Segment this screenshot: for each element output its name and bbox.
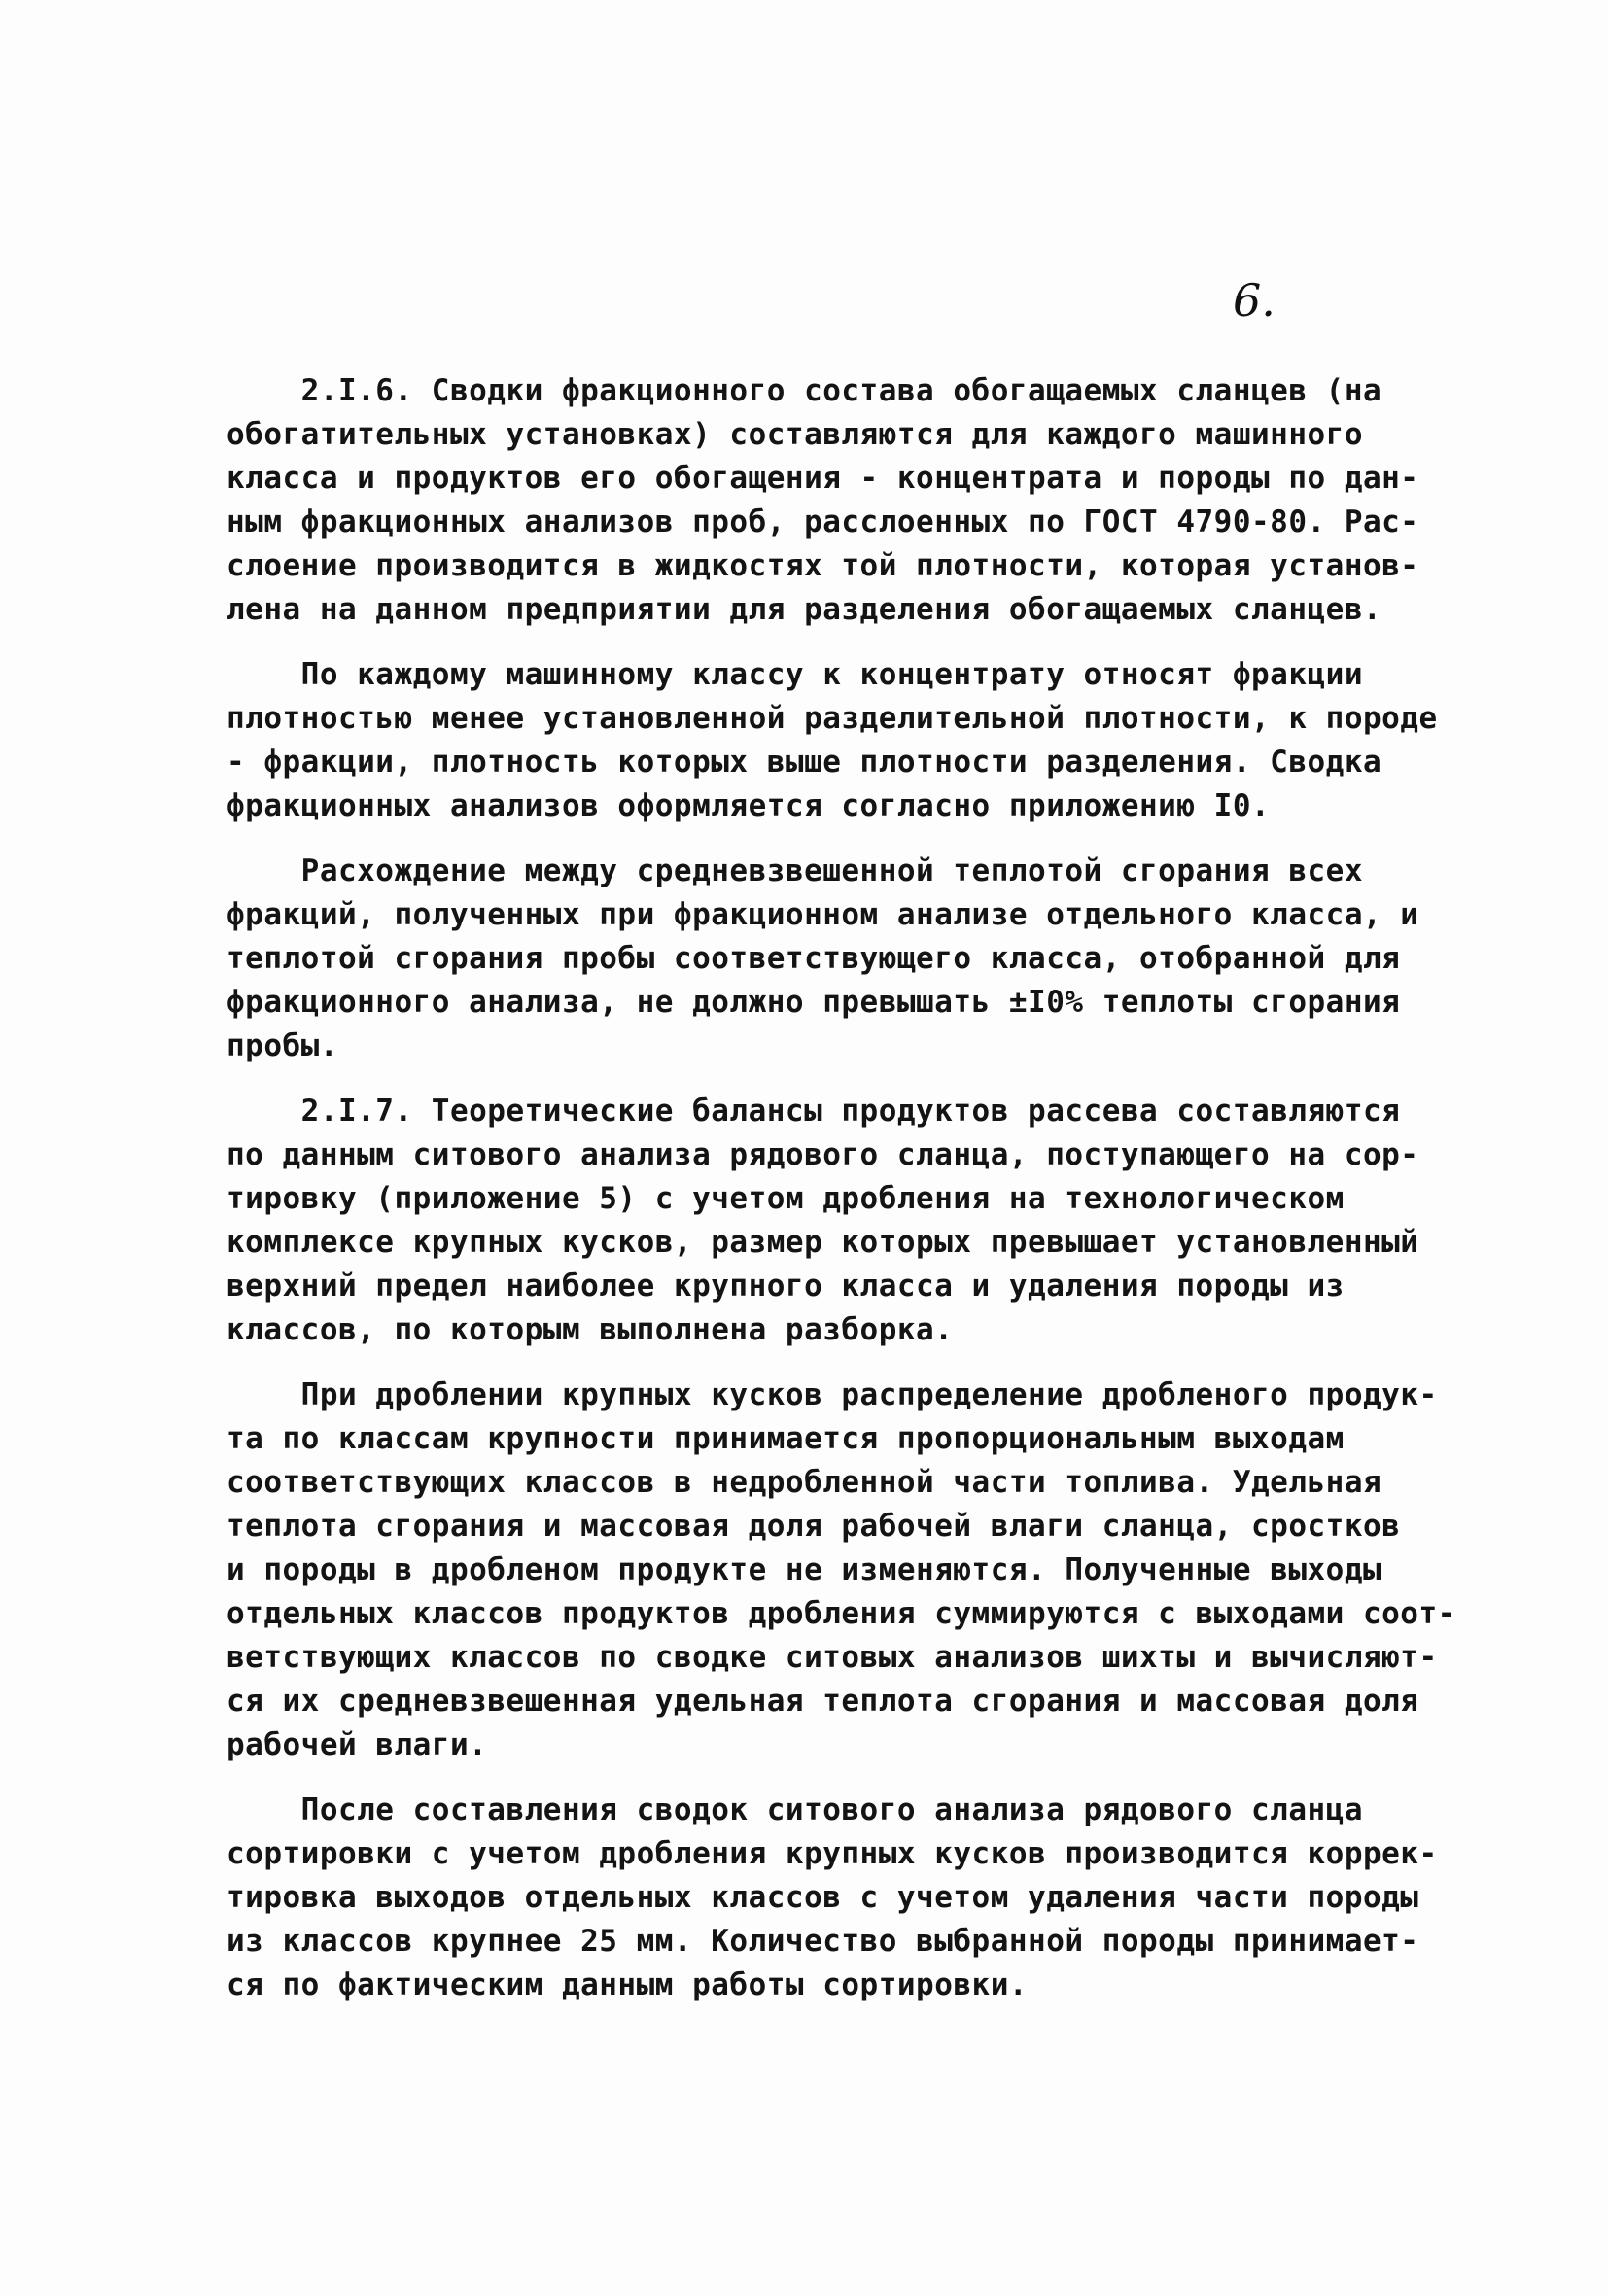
page-number: 6.: [1233, 274, 1276, 327]
text-line: по данным ситового анализа рядового сланца, поступающего на сор-: [227, 1137, 1419, 1172]
text-line: верхний предел наиболее крупного класса и удаления породы из: [227, 1269, 1345, 1304]
text-line: ным фракционных анализов проб, расслоенных по ГОСТ 4790-80. Рас-: [227, 504, 1419, 539]
document-body: [227, 369, 1456, 2007]
paragraph-2-1-6: [227, 369, 1419, 632]
text-line: После составления сводок ситового анализа рядового сланца: [227, 1792, 1363, 1827]
text-line: классов, по которым выполнена разборка.: [227, 1312, 954, 1347]
text-line: класса и продуктов его обогащения - концентрата и породы по дан-: [227, 461, 1419, 496]
text-line: 2.I.6. Сводки фракционного состава обогащаемых сланцев (на: [227, 373, 1382, 408]
text-line: Расхождение между средневзвешенной теплотой сгорания всех: [227, 853, 1363, 888]
text-line: фракционных анализов оформляется согласно приложению I0.: [227, 788, 1271, 823]
text-line: слоение производится в жидкостях той плотности, которая установ-: [227, 548, 1419, 583]
text-line: фракций, полученных при фракционном анализе отдельного класса, и: [227, 897, 1419, 932]
paragraph-crushing: [227, 1374, 1456, 1767]
text-line: ся по фактическим данным работы сортировки.: [227, 1967, 1029, 2002]
text-line: рабочей влаги.: [227, 1727, 488, 1762]
text-line: лена на данном предприятии для разделения обогащаемых сланцев.: [227, 592, 1382, 627]
text-line: - фракции, плотность которых выше плотности разделения. Сводка: [227, 745, 1382, 780]
text-line: соответствующих классов в недробленной части топлива. Удельная: [227, 1465, 1382, 1500]
text-line: ветствующих классов по сводке ситовых анализов шихты и вычисляют-: [227, 1640, 1438, 1675]
text-line: тировку (приложение 5) с учетом дробления на технологическом: [227, 1181, 1345, 1216]
text-line: При дроблении крупных кусков распределение дробленого продук-: [227, 1377, 1438, 1412]
paragraph-2-1-7: [227, 1090, 1419, 1352]
text-line: теплота сгорания и массовая доля рабочей влаги сланца, сростков: [227, 1509, 1401, 1544]
text-line: из классов крупнее 25 мм. Количество выбранной породы принимает-: [227, 1924, 1419, 1959]
paragraph-correction: [227, 1789, 1438, 2007]
text-line: плотностью менее установленной разделительной плотности, к породе: [227, 701, 1438, 736]
text-line: фракционного анализа, не должно превышать ±I0% теплоты сгорания: [227, 985, 1401, 1020]
paragraph-fraction-assignment: [227, 653, 1438, 828]
text-line: комплексе крупных кусков, размер которых превышает установленный: [227, 1225, 1419, 1260]
text-line: пробы.: [227, 1028, 338, 1063]
text-line: сортировки с учетом дробления крупных кусков производится коррек-: [227, 1836, 1438, 1871]
text-line: и породы в дробленом продукте не изменяются. Полученные выходы: [227, 1552, 1382, 1587]
paragraph-heat-discrepancy: [227, 850, 1419, 1068]
text-line: ся их средневзвешенная удельная теплота сгорания и массовая доля: [227, 1684, 1419, 1719]
text-line: 2.I.7. Теоретические балансы продуктов рассева составляются: [227, 1094, 1401, 1129]
text-line: обогатительных установках) составляются для каждого машинного: [227, 417, 1363, 452]
text-line: По каждому машинному классу к концентрату относят фракции: [227, 657, 1363, 692]
text-line: отдельных классов продуктов дробления суммируются с выходами соот-: [227, 1596, 1456, 1631]
text-line: тировка выходов отдельных классов с учетом удаления части породы: [227, 1880, 1419, 1915]
text-line: та по классам крупности принимается пропорциональным выходам: [227, 1421, 1345, 1456]
text-line: теплотой сгорания пробы соответствующего класса, отобранной для: [227, 941, 1401, 976]
